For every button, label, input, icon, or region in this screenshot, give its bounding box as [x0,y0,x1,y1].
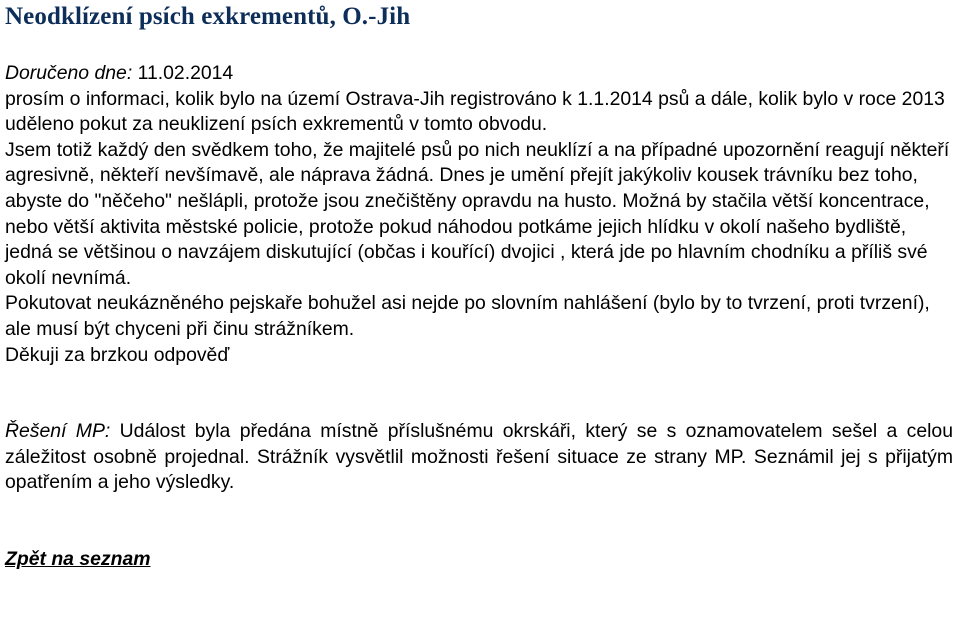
request-paragraph-3: Pokutovat neukázněného pejskaře bohužel asi nejde po slovním nahlášení (bylo by to tvrzení, proti tvrzení), ale musí být chyceni při činu strážníkem. [5,292,930,340]
delivered-date: 11.02.2014 [137,62,234,84]
article [5,0,953,573]
resolution-text: Událost byla předána místně příslušnému okrskáři, který se s oznamovatelem sešel a celou záležitost osobně projednal. Strážník vysvětlil možnosti řešení situace ze strany MP. Seznámil jej s přijatým opatřením a jeho výsledky. [5,420,954,494]
resolution-section [5,419,953,572]
delivered-line [5,61,953,87]
request-section [5,61,953,368]
request-closing: Děkuji za brzkou odpověď [5,343,230,366]
back-to-list-link[interactable]: Zpět na seznam [5,547,151,570]
section-spacer [5,368,953,419]
page-title: Neodklízení psích exkrementů, O.-Jih [5,3,411,30]
request-paragraph-1: prosím o informaci, kolik bylo na území Ostrava-Jih registrováno k 1.1.2014 psů a dále, kolik bylo v roce 2013 uděleno pokut za neuklizení psích exkrementů v tomto obvodu. [5,87,945,136]
request-paragraph-2: Jsem totiž každý den svědkem toho, že majitelé psů po nich neuklízí a na případné upozornění reagují někteří agresivně, někteří nevšímavě, ale náprava žádná. Dnes je umění přejít jakýkoliv kousek trávníku bez toho, abyste do "něčeho" nešlápli, protože jsou znečištěny opravdu na husto. Možná by stačila větší koncentrace, nebo větší aktivita městské policie, protože pokud náhodou potkáme jejich hlídku v okolí našeho bydliště, jedná se většinou o navzájem diskutující (občas i kouřící) dvojici , která jde po hlavním chodníku a příliš své okolí nevnímá. [5,138,950,289]
resolution-paragraph [5,419,953,496]
resolution-label: Řešení MP: [5,420,111,443]
delivered-label: Doručeno dne: [5,62,133,84]
